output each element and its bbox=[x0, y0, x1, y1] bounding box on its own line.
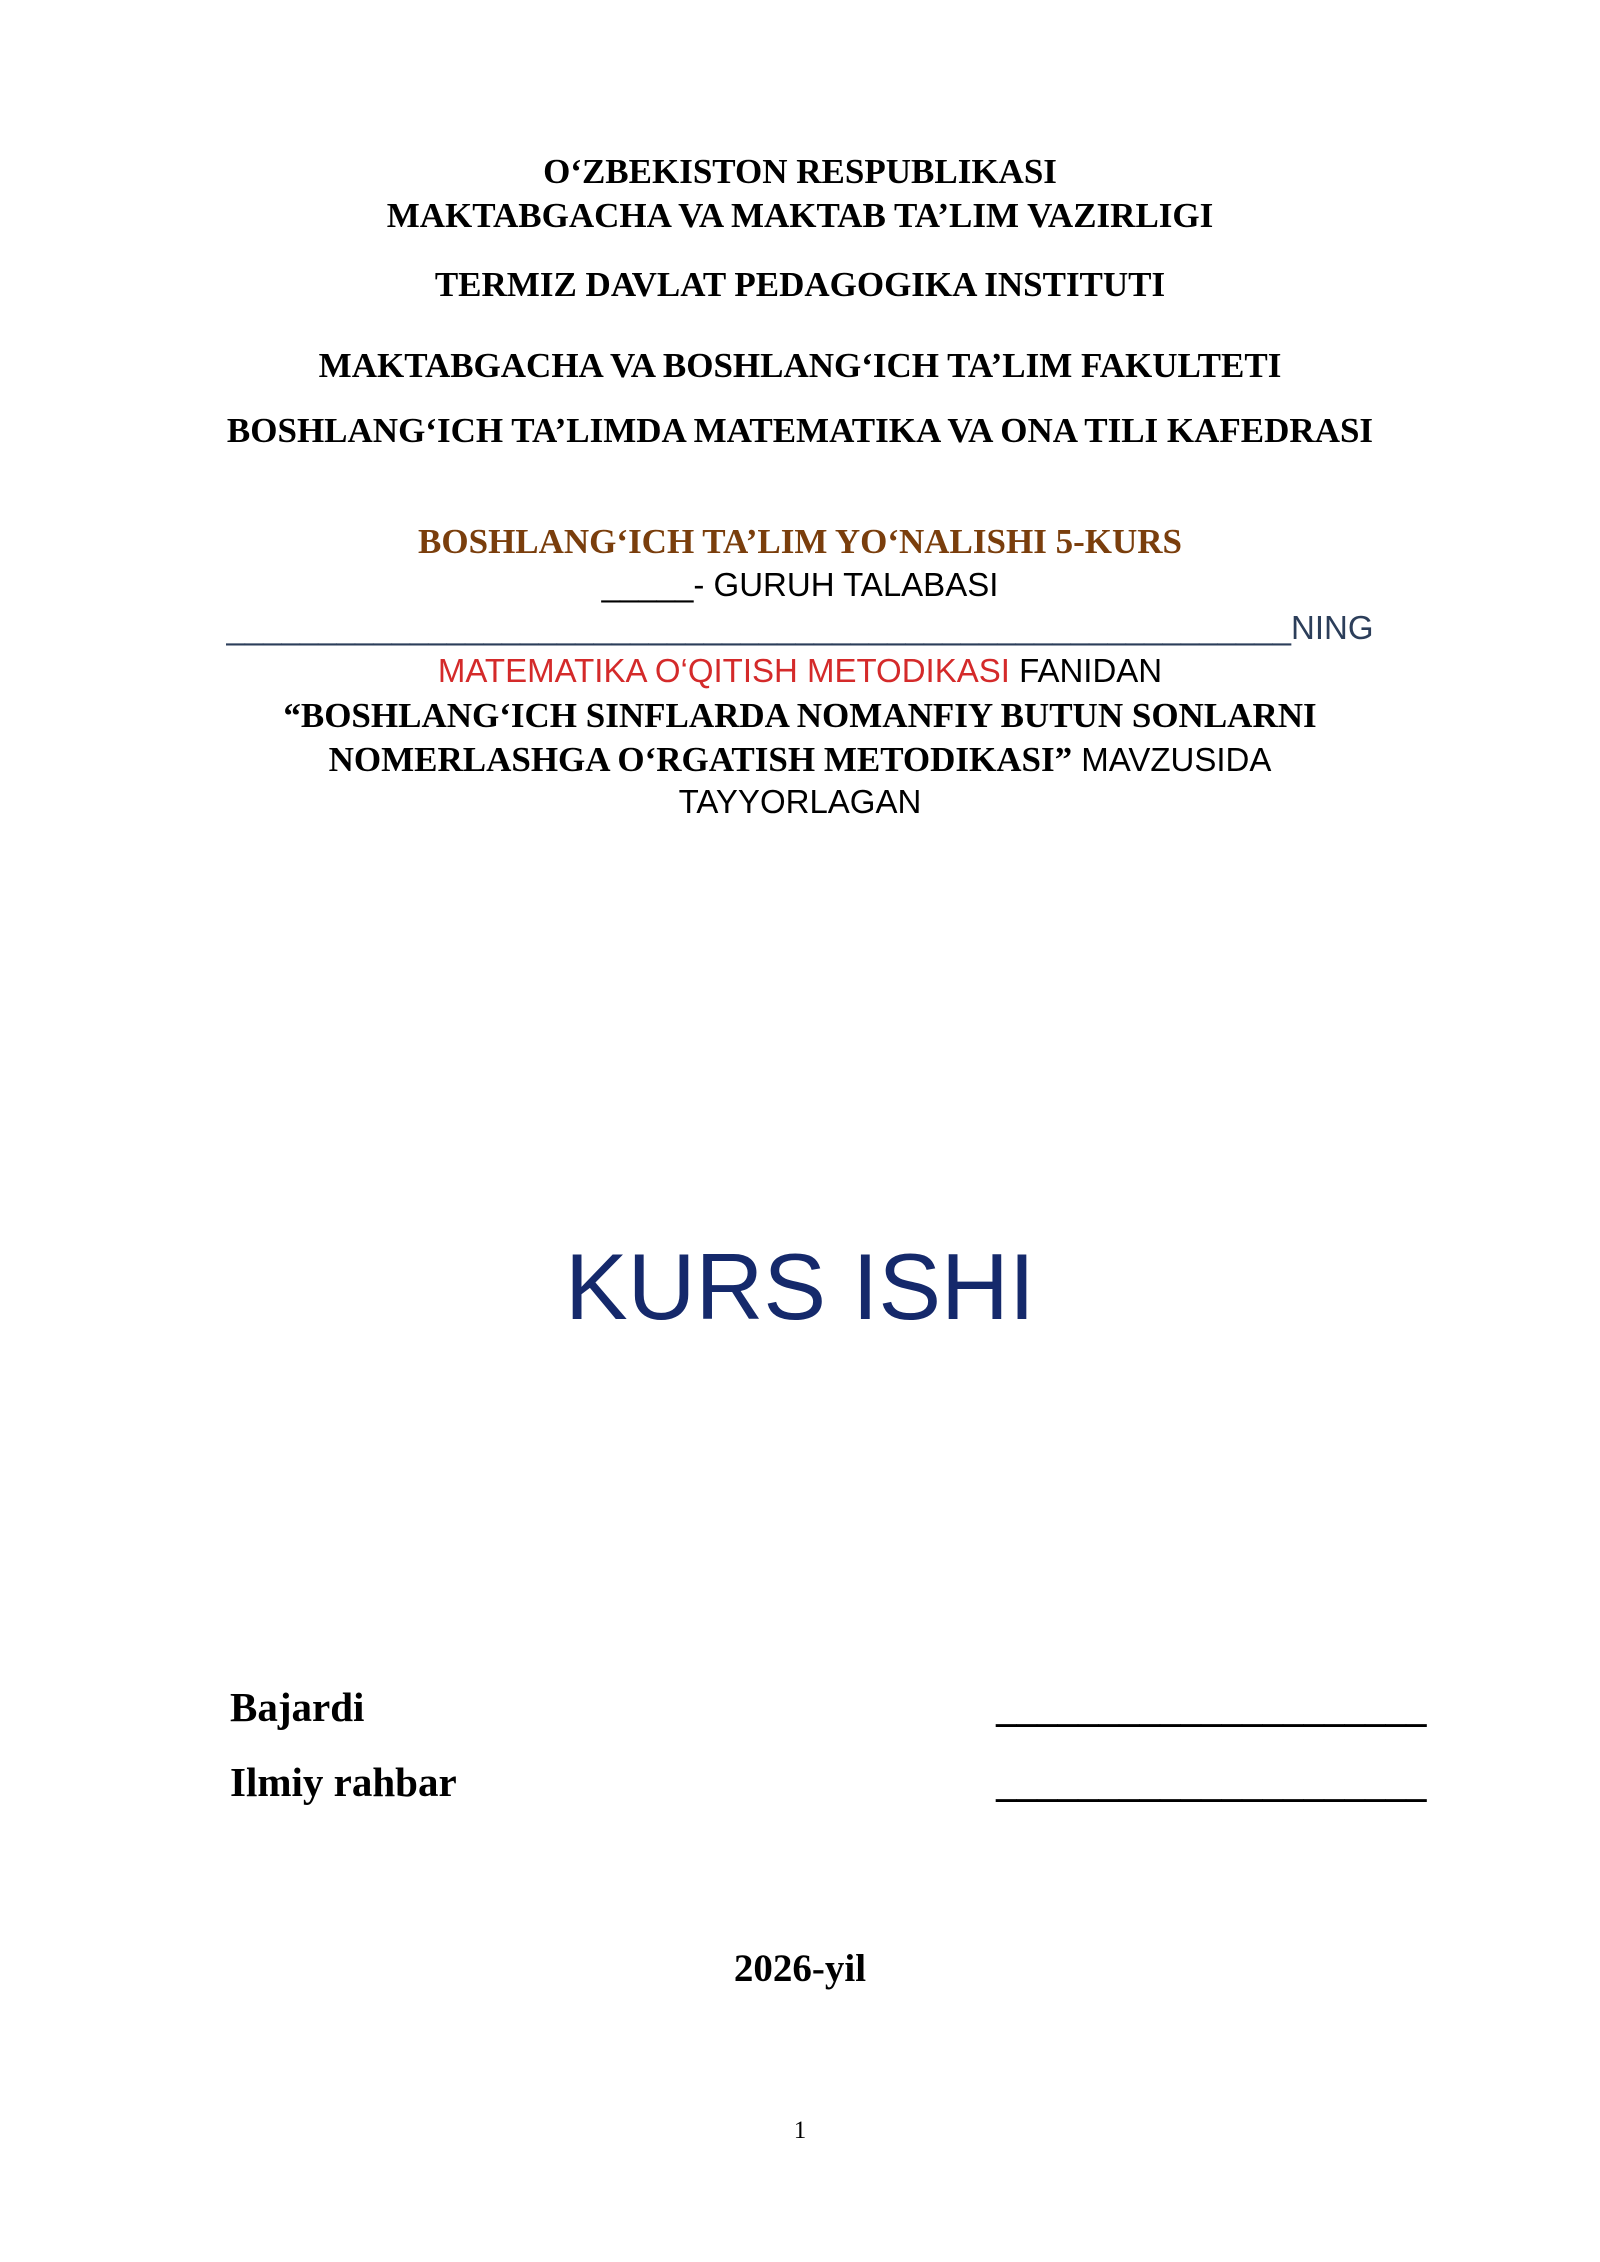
supervisor-signature-line: _____________________ bbox=[996, 1759, 1427, 1805]
ministry-heading: MAKTABGACHA VA MAKTAB TA’LIM VAZIRLIGI bbox=[386, 196, 1214, 235]
performed-label: Bajardi bbox=[230, 1684, 365, 1730]
performed-signature-line: _____________________ bbox=[996, 1684, 1427, 1730]
student-name-line bbox=[0, 609, 1600, 647]
group-blank: _____ bbox=[601, 566, 694, 603]
group-line bbox=[0, 566, 1600, 604]
student-name-suffix: NING bbox=[1290, 609, 1374, 646]
faculty-heading: MAKTABGACHA VA BOSHLANG‘ICH TA’LIM FAKULTETI bbox=[318, 346, 1282, 385]
department-heading: BOSHLANG‘ICH TA’LIMDA MATEMATIKA VA ONA TILI KAFEDRASI bbox=[226, 411, 1374, 450]
document-title: KURS ISHI bbox=[564, 1234, 1036, 1339]
topic-suffix: MAVZUSIDA bbox=[1072, 741, 1272, 778]
topic-line-2 bbox=[0, 740, 1600, 780]
page-number: 1 bbox=[793, 2117, 807, 2144]
topic-line-1: “BOSHLANG‘ICH SINFLARDA NOMANFIY BUTUN SONLARNI bbox=[283, 696, 1317, 735]
group-text: - GURUH TALABASI bbox=[693, 566, 999, 603]
prepared-line: TAYYORLAGAN bbox=[678, 783, 922, 820]
course-line: BOSHLANG‘ICH TA’LIM YO‘NALISHI 5-KURS bbox=[418, 522, 1182, 561]
supervisor-label: Ilmiy rahbar bbox=[230, 1759, 457, 1805]
subject-name: MATEMATIKA O‘QITISH METODIKASI bbox=[437, 652, 1010, 689]
subject-line bbox=[0, 652, 1600, 690]
subject-suffix: FANIDAN bbox=[1009, 652, 1163, 689]
student-name-blank: __________________________________________________________ bbox=[226, 609, 1291, 646]
republic-heading: O‘ZBEKISTON RESPUBLIKASI bbox=[543, 152, 1057, 191]
year-label: 2026-yil bbox=[733, 1947, 867, 1990]
institute-heading: TERMIZ DAVLAT PEDAGOGIKA INSTITUTI bbox=[434, 265, 1166, 304]
topic-text: NOMERLASHGA O‘RGATISH METODIKASI” bbox=[328, 740, 1073, 779]
